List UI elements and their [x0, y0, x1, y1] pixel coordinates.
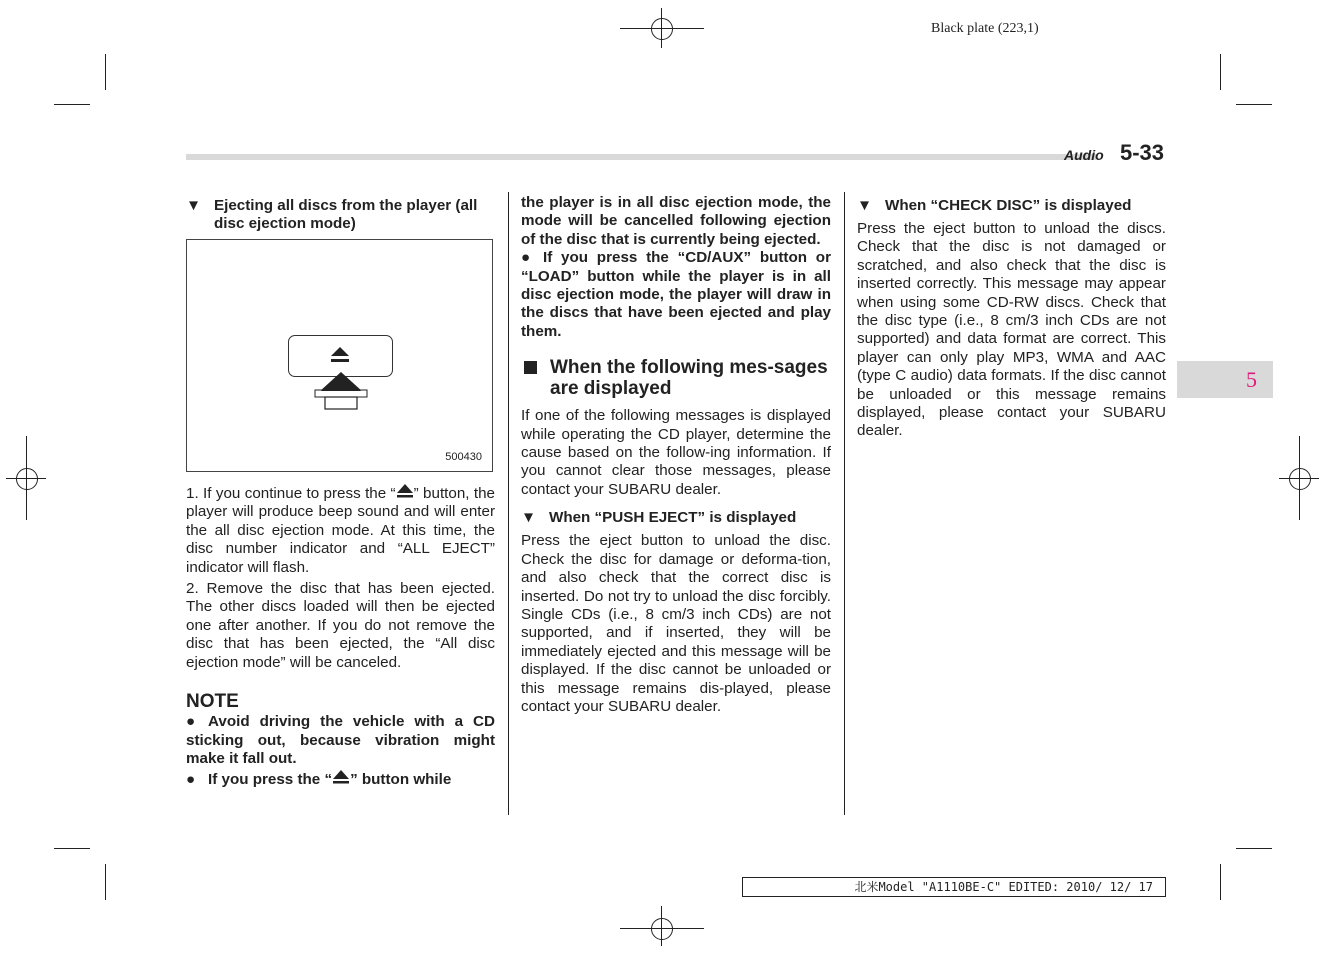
section-intro: If one of the following messages is displayed while operating the CD player, determine the cause based on the follow-ing information. If you cannot clear those messages, please contact your SUBARU dealer.: [521, 407, 831, 498]
section-heading: When the following mes-sages are displayed: [521, 357, 831, 399]
left-column-body: [186, 483, 495, 789]
column-divider: [844, 192, 845, 815]
check-disc-text: Press the eject button to unload the discs. Check that the disc is not damaged or scratched, and also check that the disc is inserted correctly. This message may appear when using some CD-RW discs. Check that the disc type (i.e., 8 cm/3 inch CDs are not supported) and data format are correct. This player can only play MP3, WMA and AAC (type C audio) data formats. If the disc cannot be unloaded or this message remains displayed, please contact your SUBARU dealer.: [857, 220, 1166, 440]
triangle-down-icon: ▼: [857, 197, 873, 214]
note-bullet: ● If you press the “ ” button while: [186, 770, 452, 788]
middle-column: [521, 194, 831, 716]
chapter-tab: [1177, 361, 1273, 398]
eject-icon: [396, 483, 414, 499]
chapter-tab-number: 5: [1246, 367, 1257, 392]
note-bullet: ● If you press the “CD/AUX” button or “LOAD” button while the player is in all disc ejection mode, the player will draw in the discs that have been ejected and play them.: [521, 249, 831, 340]
header-bar: [186, 154, 1096, 160]
continued-note-text: the player is in all disc ejection mode, the mode will be cancelled following ejection of the disc that is currently being ejected.: [521, 194, 831, 248]
push-eject-heading: ▼ When “PUSH EJECT” is displayed: [521, 509, 797, 527]
subheading: ▼ Ejecting all discs from the player (all disc ejection mode): [186, 197, 478, 232]
plate-label: Black plate (223,1): [931, 21, 1039, 36]
step-1: 1. If you continue to press the “ ” button, the player will produce beep sound and will enter the all disc ejection mode. At this time, the disc number indicator and “ALL EJECT” indicator will flash.: [186, 485, 495, 576]
triangle-down-icon: ▼: [521, 509, 537, 527]
bullet-icon: ●: [521, 249, 531, 267]
triangle-down-icon: ▼: [186, 197, 202, 214]
page-number: 5-33: [1120, 140, 1165, 165]
column-divider: [508, 192, 509, 815]
note-bullet: ● Avoid driving the vehicle with a CD sticking out, because vibration might make it fall out.: [186, 713, 495, 768]
section-title: Audio: [1064, 147, 1104, 163]
press-arrow-icon: [311, 370, 371, 414]
left-column: [186, 197, 495, 233]
bullet-icon: ●: [186, 770, 196, 788]
edit-footer: 北米Model "A1110BE-C" EDITED: 2010/ 12/ 17: [742, 877, 1166, 897]
eject-button-figure: [186, 239, 493, 472]
bullet-icon: ●: [186, 713, 196, 731]
square-bullet-icon: [524, 361, 537, 374]
right-column: [857, 197, 1166, 441]
push-eject-text: Press the eject button to unload the disc. Check the disc for damage or deforma-tion, and also check that the correct disc is inserted. Do not try to unload the disc forcibly. Single CDs (i.e., 8 cm/3 inch CDs) are not supported, and if inserted, they will be immediately ejected and this message will be displayed. If the disc cannot be unloaded or this message remains dis-played, please contact your SUBARU dealer.: [521, 532, 831, 715]
eject-icon: [332, 769, 350, 785]
note-heading: NOTE: [186, 691, 239, 713]
step-2: 2. Remove the disc that has been ejected. The other discs loaded will then be ejected one after another. If you do not remove the disc that has been ejected, the “All disc ejection mode” will be canceled.: [186, 580, 495, 671]
figure-code: 500430: [445, 451, 482, 463]
check-disc-heading: ▼ When “CHECK DISC” is displayed: [857, 197, 1132, 214]
